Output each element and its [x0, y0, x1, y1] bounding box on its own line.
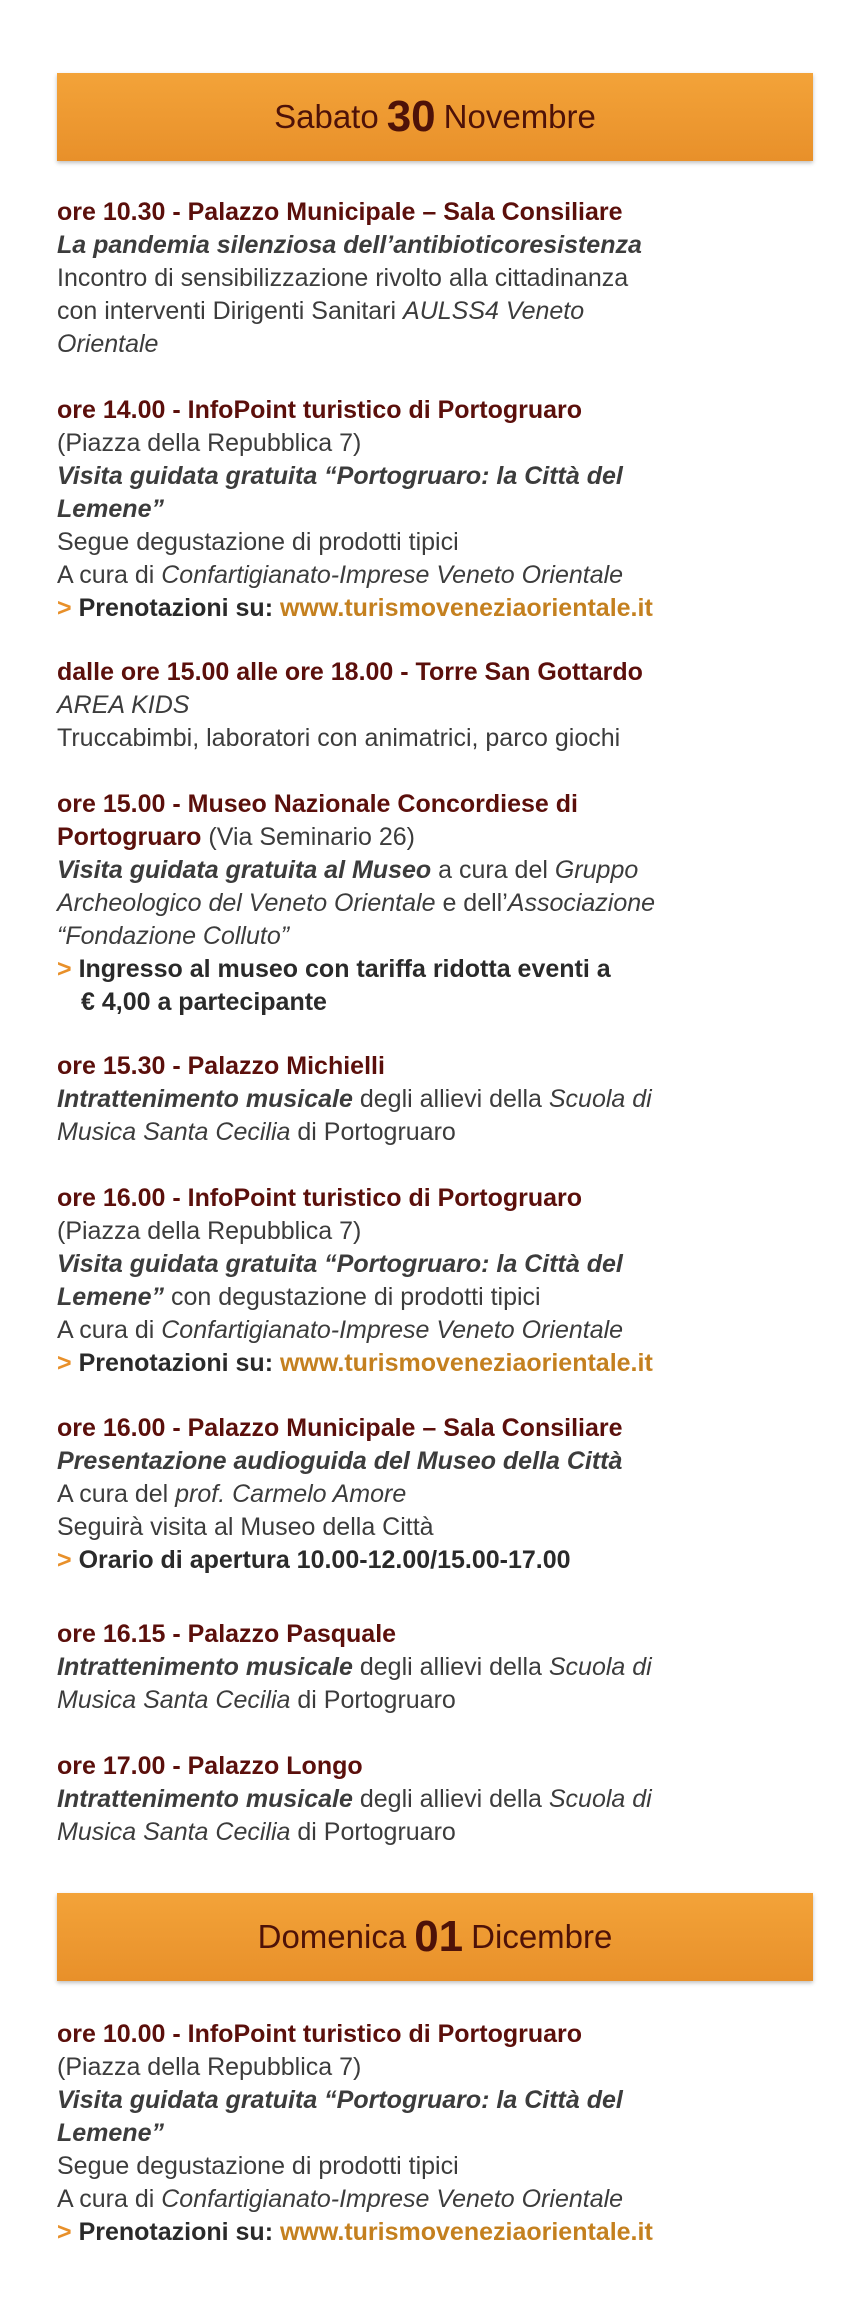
event-heading: ore 16.15 - Palazzo Pasquale: [57, 1620, 397, 1648]
event-address: (Piazza della Repubblica 7): [57, 2053, 362, 2081]
banner-day-number: 30: [386, 92, 436, 141]
event-1530-palazzo-michielli: [57, 1050, 827, 1149]
event-description: Orientale: [57, 330, 159, 358]
event-heading: ore 17.00 - Palazzo Longo: [57, 1752, 363, 1780]
event-description: Segue degustazione di prodotti tipici: [57, 528, 459, 556]
event-description: con interventi Dirigenti Sanitari AULSS4 Veneto: [57, 297, 585, 325]
event-organizer: A cura del prof. Carmelo Amore: [57, 1480, 407, 1508]
arrow-icon: >: [57, 955, 72, 983]
banner-day-number: 01: [414, 1912, 464, 1961]
event-organizer: A cura di Confartigianato-Imprese Veneto Orientale: [57, 561, 624, 589]
event-heading: ore 15.30 - Palazzo Michielli: [57, 1052, 385, 1080]
event-title: Lemene” con degustazione di prodotti tipici: [57, 1283, 541, 1311]
event-address: (Piazza della Repubblica 7): [57, 429, 362, 457]
event-title: AREA KIDS: [57, 691, 190, 719]
booking-link[interactable]: www.turismoveneziaorientale.it: [279, 2218, 653, 2246]
event-1000-infopoint: [57, 2018, 827, 2249]
event-description: Incontro di sensibilizzazione rivolto alla cittadinanza: [57, 264, 629, 292]
booking-label: Prenotazioni su:: [78, 1349, 274, 1377]
booking-line: [57, 2216, 827, 2249]
event-1500-museo: [57, 788, 827, 1019]
event-description: Intrattenimento musicale degli allievi della Scuola di: [57, 1785, 652, 1813]
arrow-icon: >: [57, 1349, 72, 1377]
day-banner-saturday: [57, 73, 813, 161]
banner-month: Novembre: [443, 98, 596, 135]
ticket-price: € 4,00 a partecipante: [81, 988, 327, 1016]
event-description: Intrattenimento musicale degli allievi della Scuola di: [57, 1085, 652, 1113]
arrow-icon: >: [57, 594, 72, 622]
event-heading: ore 15.00 - Museo Nazionale Concordiese di: [57, 790, 578, 818]
event-title: La pandemia silenziosa dell’antibioticoresistenza: [57, 231, 642, 259]
event-heading: ore 10.30 - Palazzo Municipale – Sala Consiliare: [57, 198, 623, 226]
event-description: Musica Santa Cecilia di Portogruaro: [57, 1818, 456, 1846]
event-title: Visita guidata gratuita “Portogruaro: la Città del: [57, 2086, 623, 2114]
event-heading: ore 10.00 - InfoPoint turistico di Portogruaro: [57, 2020, 583, 2048]
event-1600-infopoint: [57, 1182, 827, 1380]
event-title: Visita guidata gratuita al Museo a cura del Gruppo: [57, 856, 639, 884]
event-title: Visita guidata gratuita “Portogruaro: la Città del: [57, 462, 623, 490]
arrow-icon: >: [57, 1546, 72, 1574]
event-1400-infopoint: [57, 394, 827, 625]
booking-label: Prenotazioni su:: [78, 2218, 274, 2246]
event-description: Musica Santa Cecilia di Portogruaro: [57, 1686, 456, 1714]
event-1615-palazzo-pasquale: [57, 1618, 827, 1717]
booking-line: [57, 1347, 827, 1380]
event-description: Seguirà visita al Museo della Città: [57, 1513, 434, 1541]
event-description: Truccabimbi, laboratori con animatrici, parco giochi: [57, 724, 621, 752]
banner-day-name: Sabato: [274, 98, 379, 135]
arrow-icon: >: [57, 2218, 72, 2246]
event-heading: Portogruaro (Via Seminario 26): [57, 823, 415, 851]
event-organizer: A cura di Confartigianato-Imprese Veneto Orientale: [57, 1316, 624, 1344]
event-organizer: “Fondazione Colluto”: [57, 922, 290, 950]
event-description: Segue degustazione di prodotti tipici: [57, 2152, 459, 2180]
event-organizer: Archeologico del Veneto Orientale e dell’Associazione: [57, 889, 656, 917]
event-title: Lemene”: [57, 495, 164, 523]
event-description: Intrattenimento musicale degli allievi della Scuola di: [57, 1653, 652, 1681]
event-torre-san-gottardo: [57, 656, 827, 755]
event-heading: ore 14.00 - InfoPoint turistico di Portogruaro: [57, 396, 583, 424]
booking-link[interactable]: www.turismoveneziaorientale.it: [279, 1349, 653, 1377]
event-1030-palazzo-municipale: [57, 196, 827, 361]
banner-month: Dicembre: [471, 1918, 613, 1955]
event-heading: ore 16.00 - InfoPoint turistico di Portogruaro: [57, 1184, 583, 1212]
event-organizer: A cura di Confartigianato-Imprese Veneto Orientale: [57, 2185, 624, 2213]
ticket-note: > Ingresso al museo con tariffa ridotta eventi a: [57, 955, 611, 983]
booking-label: Prenotazioni su:: [78, 594, 274, 622]
opening-hours-note: > Orario di apertura 10.00-12.00/15.00-17.00: [57, 1546, 571, 1574]
event-1600-palazzo-municipale: [57, 1412, 827, 1577]
event-description: Musica Santa Cecilia di Portogruaro: [57, 1118, 456, 1146]
banner-day-name: Domenica: [257, 1918, 407, 1955]
event-1700-palazzo-longo: [57, 1750, 827, 1849]
event-address: (Piazza della Repubblica 7): [57, 1217, 362, 1245]
booking-line: [57, 592, 827, 625]
booking-link[interactable]: www.turismoveneziaorientale.it: [279, 594, 653, 622]
event-heading: ore 16.00 - Palazzo Municipale – Sala Consiliare: [57, 1414, 623, 1442]
event-title: Visita guidata gratuita “Portogruaro: la Città del: [57, 1250, 623, 1278]
event-heading: dalle ore 15.00 alle ore 18.00 - Torre San Gottardo: [57, 658, 643, 686]
event-title: Lemene”: [57, 2119, 164, 2147]
day-banner-sunday: [57, 1893, 813, 1981]
event-title: Presentazione audioguida del Museo della Città: [57, 1447, 623, 1475]
